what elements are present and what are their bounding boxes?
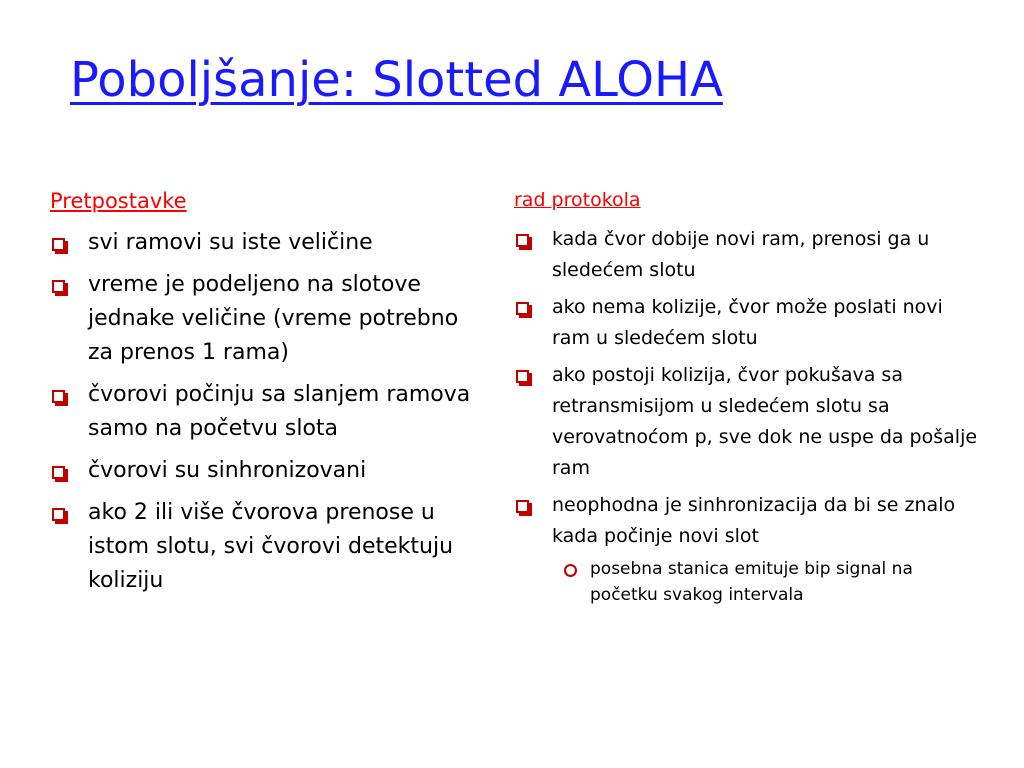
assumptions-column [50,186,490,606]
list-item-text: vreme je podeljeno na slotove jednake veličine (vreme potrebno za prenos 1 rama) [88,272,459,365]
sub-list-container [562,556,984,608]
sub-list-item [562,556,984,608]
list-item-text: svi ramovi su iste veličine [88,230,373,255]
list-item-text: neophodna je sinhronizacija da bi se znalo kada počinje novi slot [552,494,956,547]
list-item [514,360,984,484]
circle-bullet-icon [564,564,577,577]
sub-list-item-text: posebna stanica emituje bip signal na početku svakog intervala [590,559,913,605]
protocol-column [514,186,984,608]
slide-title: Poboljšanje: Slotted ALOHA [70,52,723,108]
list-item [50,496,490,598]
protocol-heading: rad protokola [514,189,641,211]
protocol-sublist [562,556,984,608]
list-item [50,454,490,488]
square-bullet-icon [516,302,529,315]
assumptions-list [50,226,490,598]
protocol-list [514,224,984,552]
list-item [514,490,984,552]
list-item-text: ako nema kolizije, čvor može poslati novi ram u sledećem slotu [552,296,943,349]
list-item-text: kada čvor dobije novi ram, prenosi ga u sledećem slotu [552,228,930,281]
assumptions-heading: Pretpostavke [50,189,187,213]
square-bullet-icon [516,370,529,383]
square-bullet-icon [52,466,65,479]
square-bullet-icon [52,508,65,521]
list-item [50,378,490,446]
list-item [514,292,984,354]
list-item-text: čvorovi počinju sa slanjem ramova samo na početvu slota [88,382,471,441]
list-item-text: ako postoji kolizija, čvor pokušava sa retransmisijom u sledećem slotu sa verovatnoćom p, sve dok ne uspe da pošalje ram [552,364,978,479]
list-item [50,268,490,370]
list-item-text: čvorovi su sinhronizovani [88,458,367,483]
list-item [514,224,984,286]
square-bullet-icon [516,234,529,247]
square-bullet-icon [52,390,65,403]
square-bullet-icon [52,238,65,251]
square-bullet-icon [52,280,65,293]
list-item [50,226,490,260]
square-bullet-icon [516,500,529,513]
list-item-text: ako 2 ili više čvorova prenose u istom slotu, svi čvorovi detektuju koliziju [88,500,454,593]
